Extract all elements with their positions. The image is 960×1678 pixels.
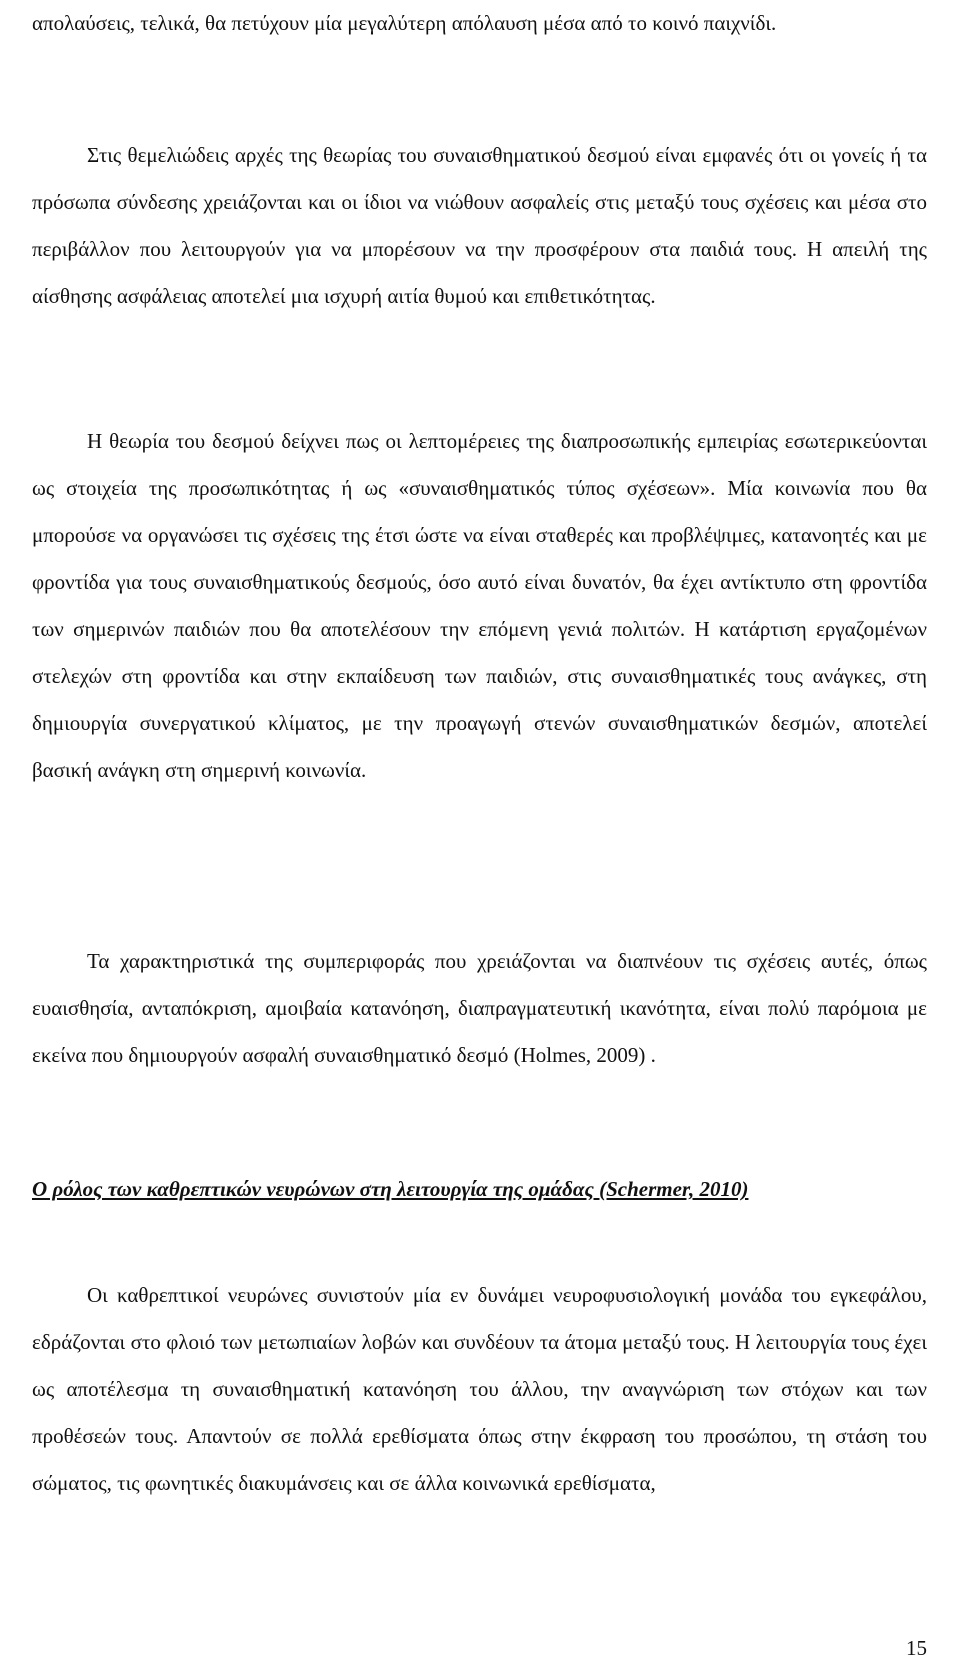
paragraph-behavior-characteristics: Τα χαρακτηριστικά της συμπεριφοράς που χρειάζονται να διαπνέουν τις σχέσεις αυτές, όπως ευαισθησία, ανταπόκριση, αμοιβαία κατανόηση, διαπραγματευτική ικανότητα, είναι πολύ παρόμοια με εκείνα που δημιουργούν ασφαλή συναισθηματικό δεσμό (Holmes, 2009) . [32,949,927,1067]
paragraph-mirror-neurons: Οι καθρεπτικοί νευρώνες συνιστούν μία εν δυνάμει νευροφυσιολογική μονάδα του εγκεφάλου, εδράζονται στο φλοιό των μετωπιαίων λοβών και συνδέουν τα άτομα μεταξύ τους. Η λειτουργία τους έχει ως αποτέλεσμα τη συναισθηματική κατανόηση του άλλου, την αναγνώριση των στόχων και των προθέσεών τους. Απαντούν σε πολλά ερεθίσματα όπως στην έκφραση του προσώπου, τη στάση του σώματος, τις φωνητικές διακυμάνσεις και σε άλλα κοινωνικά ερεθίσματα, [32,1283,927,1495]
paragraph-attachment-theory: Στις θεμελιώδεις αρχές της θεωρίας του συναισθηματικού δεσμού είναι εμφανές ότι οι γονείς ή τα πρόσωπα σύνδεσης χρειάζονται και οι ίδιοι να νιώθουν ασφαλείς στις μεταξύ τους σχέσεις και μέσα στο περιβάλλον που λειτουργούν για να μπορέσουν να την προσφέρουν στα παιδιά τους. Η απειλή της αίσθησης ασφάλειας αποτελεί μια ισχυρή αιτία θυμού και επιθετικότητας. [32,143,927,308]
page-number: 15 [906,1636,927,1660]
paragraph-bond-theory: Η θεωρία του δεσμού δείχνει πως οι λεπτομέρειες της διαπροσωπικής εμπειρίας εσωτερικεύονται ως στοιχεία της προσωπικότητας ή ως «συναισθηματικός τύπος σχέσεων». Μία κοινωνία που θα μπορούσε να οργανώσει τις σχέσεις της έτσι ώστε να είναι σταθερές και προβλέψιμες, κατανοητές και με φροντίδα για τους συναισθηματικούς δεσμούς, όσο αυτό είναι δυνατόν, θα έχει αντίκτυπο στη φροντίδα των σημερινών παιδιών που θα αποτελέσουν την επόμενη γενιά πολιτών. Η κατάρτιση εργαζομένων στελεχών στη φροντίδα και στην εκπαίδευση των παιδιών, στις συναισθηματικές τους ανάγκες, στη δημιουργία συνεργατικού κλίματος, με την προαγωγή στενών συναισθηματικών δεσμών, αποτελεί βασική ανάγκη στη σημερινή κοινωνία. [32,429,927,782]
paragraph-continuation: απολαύσεις, τελικά, θα πετύχουν μία μεγαλύτερη απόλαυση μέσα από το κοινό παιχνίδι. [32,11,777,35]
section-heading: Ο ρόλος των καθρεπτικών νευρώνων στη λειτουργία της ομάδας (Schermer, 2010) [32,1177,749,1201]
